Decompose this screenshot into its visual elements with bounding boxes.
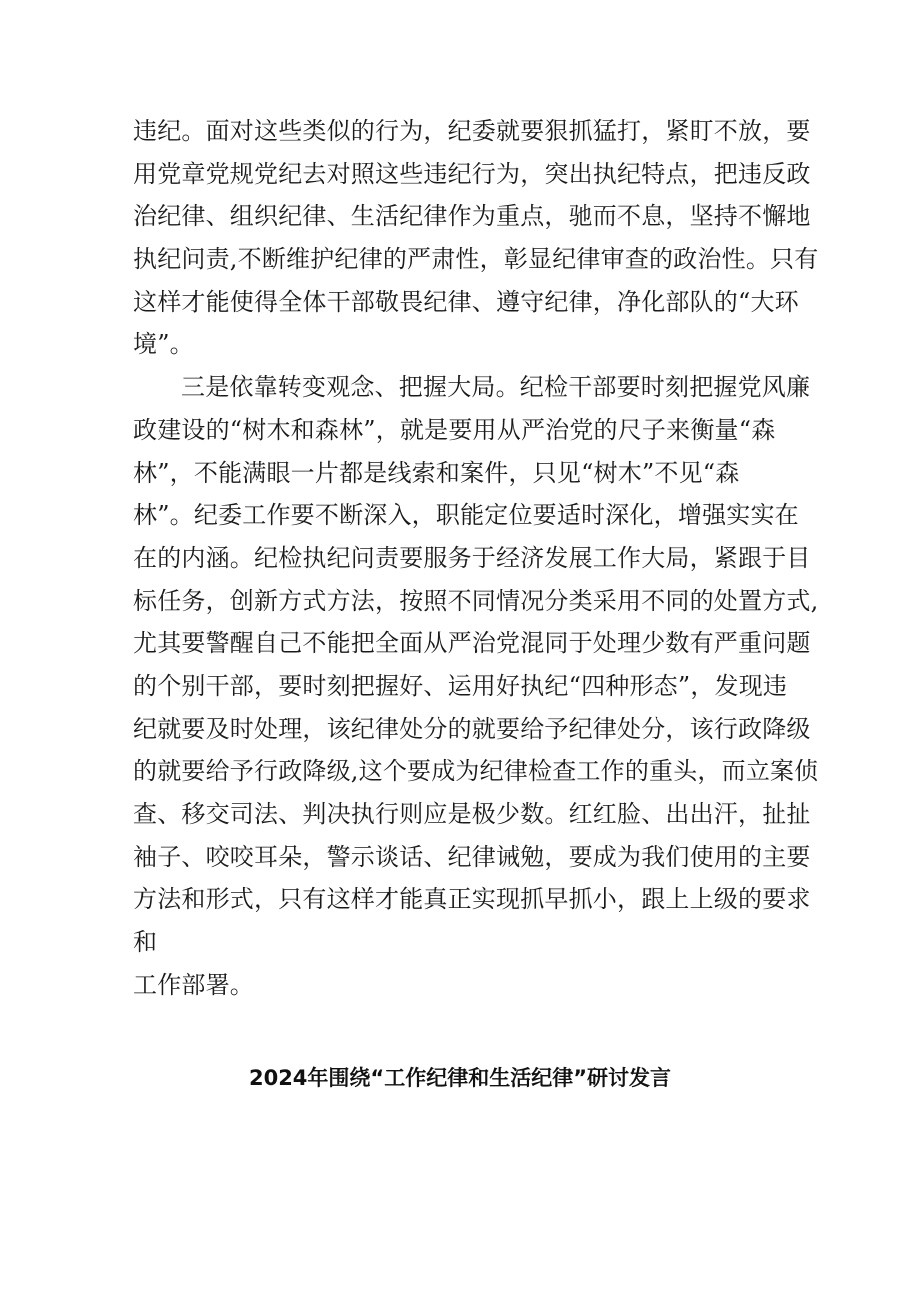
text-line: 方法和形式，只有这样才能真正实现抓早抓小，跟上上级的要求 bbox=[133, 885, 811, 914]
text-line: 和 bbox=[133, 928, 158, 957]
text-line: 纪就要及时处理，该纪律处分的就要给予纪律处分，该行政降级 bbox=[133, 714, 811, 743]
text-line: 政建设的“树木和森林”，就是要用从严治党的尺子来衡量“森 bbox=[133, 415, 776, 444]
text-line: 境”。 bbox=[133, 330, 194, 359]
document-heading: 2024年围绕“工作纪律和生活纪律”研讨发言 bbox=[248, 1066, 672, 1090]
text-line: 治纪律、组织纪律、生活纪律作为重点，驰而不息，坚持不懈地 bbox=[133, 202, 811, 231]
text-line: 的就要给予行政降级,这个要成为纪律检查工作的重头，而立案侦 bbox=[133, 757, 819, 786]
text-line: 查、移交司法、判决执行则应是极少数。红红脸、出出汗，扯扯 bbox=[133, 800, 811, 828]
text-line: 的个别干部，要时刻把握好、运用好执纪“四种形态”，发现违 bbox=[133, 671, 788, 700]
text-line: 执纪问责,不断维护纪律的严肃性，彰显纪律审查的政治性。只有 bbox=[133, 245, 819, 274]
text-line: 尤其要警醒自己不能把全面从严治党混同于处理少数有严重问题 bbox=[133, 629, 811, 658]
paragraph-start-line: 三是依靠转变观念、把握大局。纪检干部要时刻把握党风廉 bbox=[181, 373, 811, 402]
text-line: 用党章党规党纪去对照这些违纪行为，突出执纪特点，把违反政 bbox=[133, 159, 811, 188]
text-line: 标任务，创新方式方法，按照不同情况分类采用不同的处置方式, bbox=[133, 586, 819, 615]
text-line: 这样才能使得全体干部敬畏纪律、遵守纪律，净化部队的“大环 bbox=[133, 287, 799, 316]
document-body bbox=[133, 110, 819, 1006]
text-line: 违纪。面对这些类似的行为，纪委就要狠抓猛打，紧盯不放，要 bbox=[133, 117, 811, 145]
text-line: 林”，不能满眼一片都是线索和案件，只见“树木”不见“森 bbox=[133, 458, 740, 487]
text-line: 工作部署。 bbox=[133, 970, 254, 999]
text-line: 袖子、咬咬耳朵，警示谈话、纪律诫勉，要成为我们使用的主要 bbox=[133, 842, 811, 871]
text-line: 在的内涵。纪检执纪问责要服务于经济发展工作大局，紧跟于目 bbox=[133, 543, 811, 572]
text-line: 林”。纪委工作要不断深入，职能定位要适时深化，增强实实在 bbox=[133, 501, 799, 530]
